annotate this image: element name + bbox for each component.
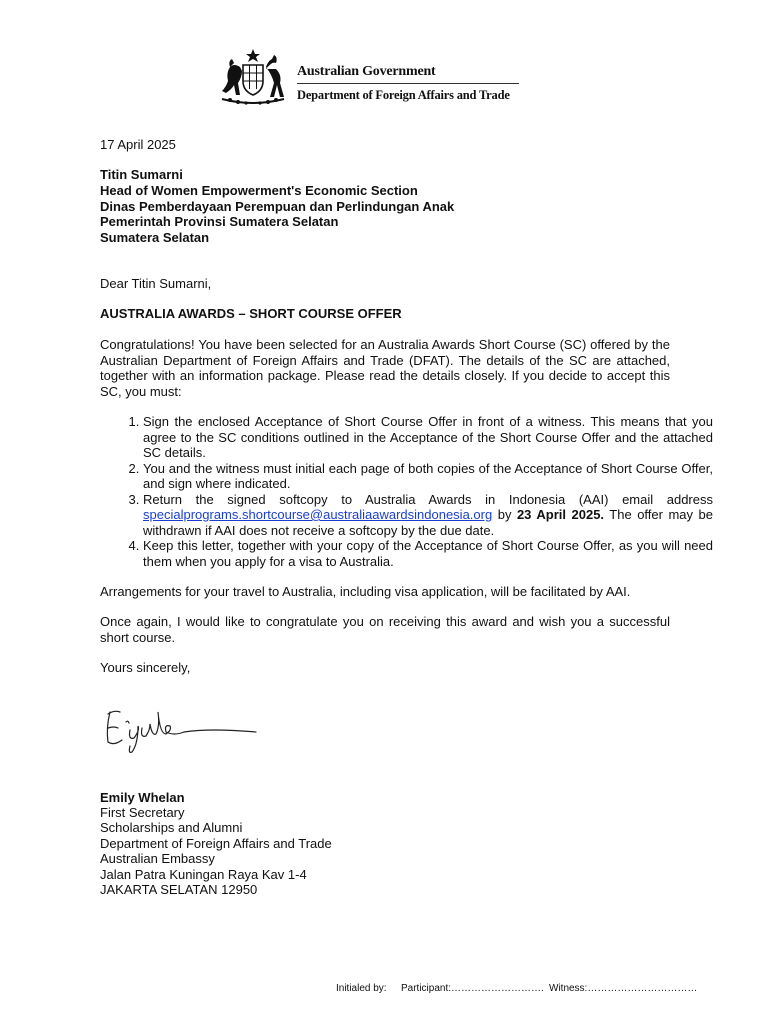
- handwritten-signature: [100, 700, 260, 760]
- letter-subject: AUSTRALIA AWARDS – SHORT COURSE OFFER: [100, 306, 402, 321]
- condition-text-4: Keep this letter, together with your copy of the Acceptance of Short Course Offer, as you will need them when you apply for a visa to Australia.: [143, 538, 713, 569]
- condition-item-2: [143, 461, 713, 492]
- letterhead-divider: [297, 83, 519, 84]
- aai-email-link[interactable]: specialprograms.shortcourse@australiaawardsindonesia.org: [143, 507, 493, 522]
- letter-date: 17 April 2025: [100, 137, 176, 152]
- condition-text-3c: The offer may be withdrawn if AAI does not receive a softcopy by the due date.: [143, 507, 713, 538]
- condition-item-1: [143, 414, 713, 461]
- condition-text-3a: Return the signed softcopy to Australia Awards in Indonesia (AAI) email address: [143, 491, 713, 507]
- condition-item-4: [143, 538, 713, 569]
- condition-item-3: [143, 492, 713, 539]
- recipient-title: Head of Women Empowerment's Economic Section: [100, 183, 418, 198]
- recipient-region: Sumatera Selatan: [100, 230, 210, 245]
- footer-witness: Witness:……………………………: [549, 983, 698, 994]
- recipient-org: Dinas Pemberdayaan Perempuan dan Perlindungan Anak: [100, 199, 455, 214]
- condition-text-2: You and the witness must initial each page of both copies of the Acceptance of Short Course Offer, and sign where indicated.: [143, 460, 713, 491]
- signatory-department: Department of Foreign Affairs and Trade: [100, 836, 332, 851]
- department-name: Department of Foreign Affairs and Trade: [297, 88, 510, 102]
- closing-paragraph: Once again, I would like to congratulate you on receiving this award and wish you a successful short course.: [100, 614, 670, 645]
- intro-paragraph: Congratulations! You have been selected for an Australia Awards Short Course (SC) offered by the Australian Department of Foreign Affairs and Trade (DFAT). The details of the SC are attached, together with an information package. Please read the details closely. If you decide to accept this SC, you must:: [100, 337, 670, 399]
- signatory-unit: Scholarships and Alumni: [100, 820, 243, 835]
- signatory-position: First Secretary: [100, 805, 185, 820]
- sign-off: Yours sincerely,: [100, 660, 191, 675]
- signatory-street: Jalan Patra Kuningan Raya Kav 1-4: [100, 867, 307, 882]
- government-name: Australian Government: [297, 64, 436, 79]
- signatory-office: Australian Embassy: [100, 851, 215, 866]
- signatory-name: Emily Whelan: [100, 790, 185, 805]
- conditions-list: [100, 414, 713, 569]
- footer-initialed-label: Initialed by:: [336, 983, 387, 994]
- australian-coat-of-arms-icon: [216, 47, 290, 109]
- footer-participant: Participant:……………………….: [401, 983, 544, 994]
- due-date: 23 April 2025.: [516, 507, 605, 522]
- recipient-name: Titin Sumarni: [100, 167, 183, 182]
- recipient-gov: Pemerintah Provinsi Sumatera Selatan: [100, 214, 339, 229]
- condition-text-1: Sign the enclosed Acceptance of Short Course Offer in front of a witness. This means that you agree to the SC conditions outlined in the Acceptance of the Short Course Offer and the attached SC details.: [143, 414, 713, 460]
- salutation: Dear Titin Sumarni,: [100, 276, 212, 291]
- condition-text-3b: by: [492, 507, 517, 522]
- travel-paragraph: Arrangements for your travel to Australia, including visa application, will be facilitated by AAI.: [100, 584, 631, 599]
- signatory-city: JAKARTA SELATAN 12950: [100, 882, 258, 897]
